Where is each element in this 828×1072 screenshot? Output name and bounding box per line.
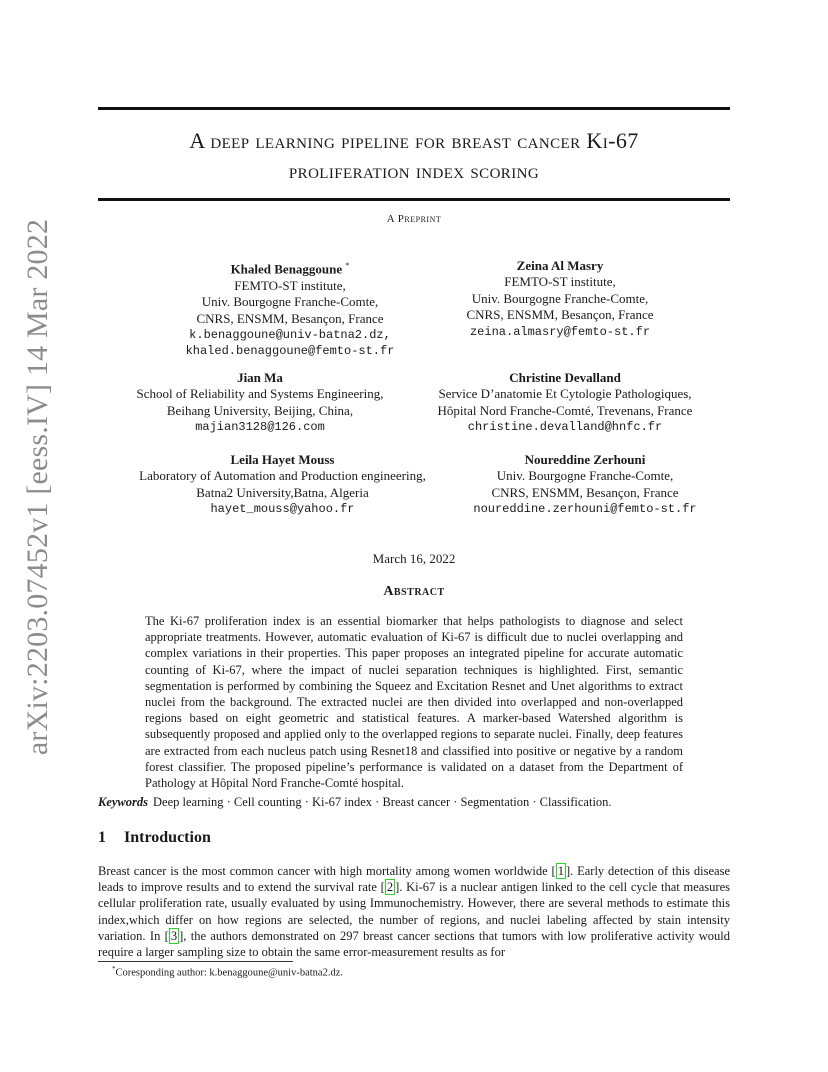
- footnote-text: Coresponding author: k.benaggoune@univ-batna2.dz.: [115, 967, 343, 979]
- section-heading: [98, 829, 211, 847]
- intro-text: . Ki-67 is a nuclear antigen linked to the cell cycle that measures cellular proliferation rate, usually evaluated by using Immunochemistry. However, there are several methods to estimate this index,which differ on how regions are selected, the number of regions, and nuclei labeling affected by stain intensity variation. In: [98, 880, 730, 943]
- author-affiliation: FEMTO-ST institute,: [504, 274, 616, 290]
- author-block: [160, 258, 420, 360]
- author-email[interactable]: khaled.benaggoune@femto-st.fr: [185, 344, 395, 359]
- author-affiliation: FEMTO-ST institute,: [234, 277, 346, 293]
- author-affiliation: Laboratory of Automation and Production engineering,: [139, 468, 426, 484]
- citation-link[interactable]: 2: [386, 880, 394, 895]
- author-block: [120, 452, 445, 518]
- section-number: 1: [98, 829, 106, 846]
- citation-link[interactable]: 3: [170, 928, 178, 943]
- paper-title: [98, 126, 730, 186]
- keywords-line: [98, 795, 612, 810]
- author-block: [420, 370, 710, 436]
- footnote-mark: *: [345, 261, 350, 270]
- title-line-2: proliferation index scoring: [288, 158, 540, 183]
- author-email[interactable]: k.benaggoune@univ-batna2.dz,: [189, 327, 391, 342]
- preprint-label: A Preprint: [386, 213, 442, 225]
- author-affiliation: Univ. Bourgogne Franche-Comte,: [471, 290, 649, 306]
- author-affiliation: Univ. Bourgogne Franche-Comte,: [201, 294, 379, 310]
- author-email[interactable]: noureddine.zerhouni@femto-st.fr: [473, 502, 697, 517]
- author-block: [440, 258, 680, 340]
- author-affiliation: Hôpital Nord Franche-Comté, Trevenans, France: [437, 402, 693, 418]
- title-rule-top: [98, 107, 730, 110]
- intro-text: , the authors demonstrated on 297 breast cancer sections that tumors with low proliferative activity would require a larger sampling size to obtain the same error-measurement results as for: [98, 928, 730, 960]
- author-name: Jian Ma: [237, 370, 283, 385]
- keywords-label: Keywords: [98, 795, 148, 809]
- intro-text: Breast cancer is the most common cancer with high mortality among women worldwide: [98, 864, 552, 878]
- author-affiliation: CNRS, ENSMM, Besançon, France: [466, 307, 654, 323]
- author-name: Christine Devalland: [509, 370, 621, 385]
- author-affiliation: Univ. Bourgogne Franche-Comte,: [496, 468, 674, 484]
- section-title: Introduction: [124, 829, 211, 846]
- author-email[interactable]: majian3128@126.com: [195, 420, 325, 435]
- author-block: [460, 452, 710, 518]
- arxiv-sidebar-stamp: [18, 218, 58, 756]
- title-line-1: A deep learning pipeline for breast cancer Ki-67: [189, 128, 639, 153]
- author-name: Noureddine Zerhouni: [524, 452, 646, 467]
- abstract-heading: Abstract: [383, 584, 445, 599]
- author-name: Zeina Al Masry: [516, 258, 604, 273]
- author-email[interactable]: hayet_mouss@yahoo.fr: [210, 502, 355, 517]
- author-name: Khaled Benaggoune: [230, 261, 343, 277]
- intro-text: . Early detection of this disease leads to improve results and to extend the survival rate: [98, 864, 730, 895]
- author-affiliation: School of Reliability and Systems Engineering,: [136, 386, 384, 402]
- author-email[interactable]: christine.devalland@hnfc.fr: [467, 420, 663, 435]
- introduction-paragraph: Breast cancer is the most common cancer with high mortality among women worldwide [ 1 ]. Early detection of this disease leads to improve results and to extend the survival rate [ 2 ]. Ki-67 is a nuclear antigen linked to the cell cycle that measures cellular proliferation rate, usually evaluated by using Immunochemistry. However, there are several methods to estimate this index,which differ on how regions are selected, the number of regions, and nuclei labeling affected by stain intensity variation. In [ 3 ], the authors demonstrated on 297 breast cancer sections that tumors with low proliferative activity would require a larger sampling size to obtain the same error-measurement results as for: [98, 864, 730, 960]
- footnote-mark: *: [112, 965, 116, 973]
- author-affiliation: Service D’anatomie Et Cytologie Pathologiques,: [438, 386, 692, 402]
- arxiv-identifier: arXiv:2203.07452v1 [eess.IV] 14 Mar 2022: [21, 218, 54, 756]
- author-affiliation: CNRS, ENSMM, Besançon, France: [491, 484, 679, 500]
- author-name: Leila Hayet Mouss: [230, 452, 335, 467]
- author-email[interactable]: zeina.almasry@femto-st.fr: [469, 324, 651, 339]
- title-rule-bottom: [98, 198, 730, 201]
- keywords-list: Deep learning · Cell counting · Ki-67 index · Breast cancer · Segmentation · Classification.: [153, 795, 612, 809]
- paper-date: March 16, 2022: [372, 551, 456, 566]
- author-affiliation: Batna2 University,Batna, Algeria: [196, 484, 369, 500]
- footnote-rule: [98, 961, 293, 962]
- abstract-text: The Ki-67 proliferation index is an essential biomarker that helps pathologists to diagnose and select appropriate treatments. However, automatic evaluation of Ki-67 is difficult due to nuclei overlapping and complex variations in their properties. This paper proposes an integrated pipeline for accurate automatic counting of Ki-67, where the impact of nuclei separation techniques is highlighted. First, semantic segmentation is performed by combining the Squeez and Excitation Resnet and Unet algorithms to extract nuclei from the background. The extracted nuclei are then divided into overlapped and non-overlapped regions based on eight geometric and statistical features. A marker-based Watershed algorithm is subsequently proposed and applied only to the overlapped regions to separate nuclei. Finally, deep features are extracted from each nucleus patch using Resnet18 and classified into positive or negative by a random forest classifier. The proposed pipeline’s performance is validated on a dataset from the Department of Pathology at Hôpital Nord Franche-Comté hospital.: [145, 614, 683, 791]
- author-block: [120, 370, 400, 436]
- citation-link[interactable]: 1: [557, 864, 564, 878]
- author-affiliation: CNRS, ENSMM, Besançon, France: [196, 310, 384, 326]
- author-affiliation: Beihang University, Beijing, China,: [166, 402, 354, 418]
- footnote: [112, 965, 343, 979]
